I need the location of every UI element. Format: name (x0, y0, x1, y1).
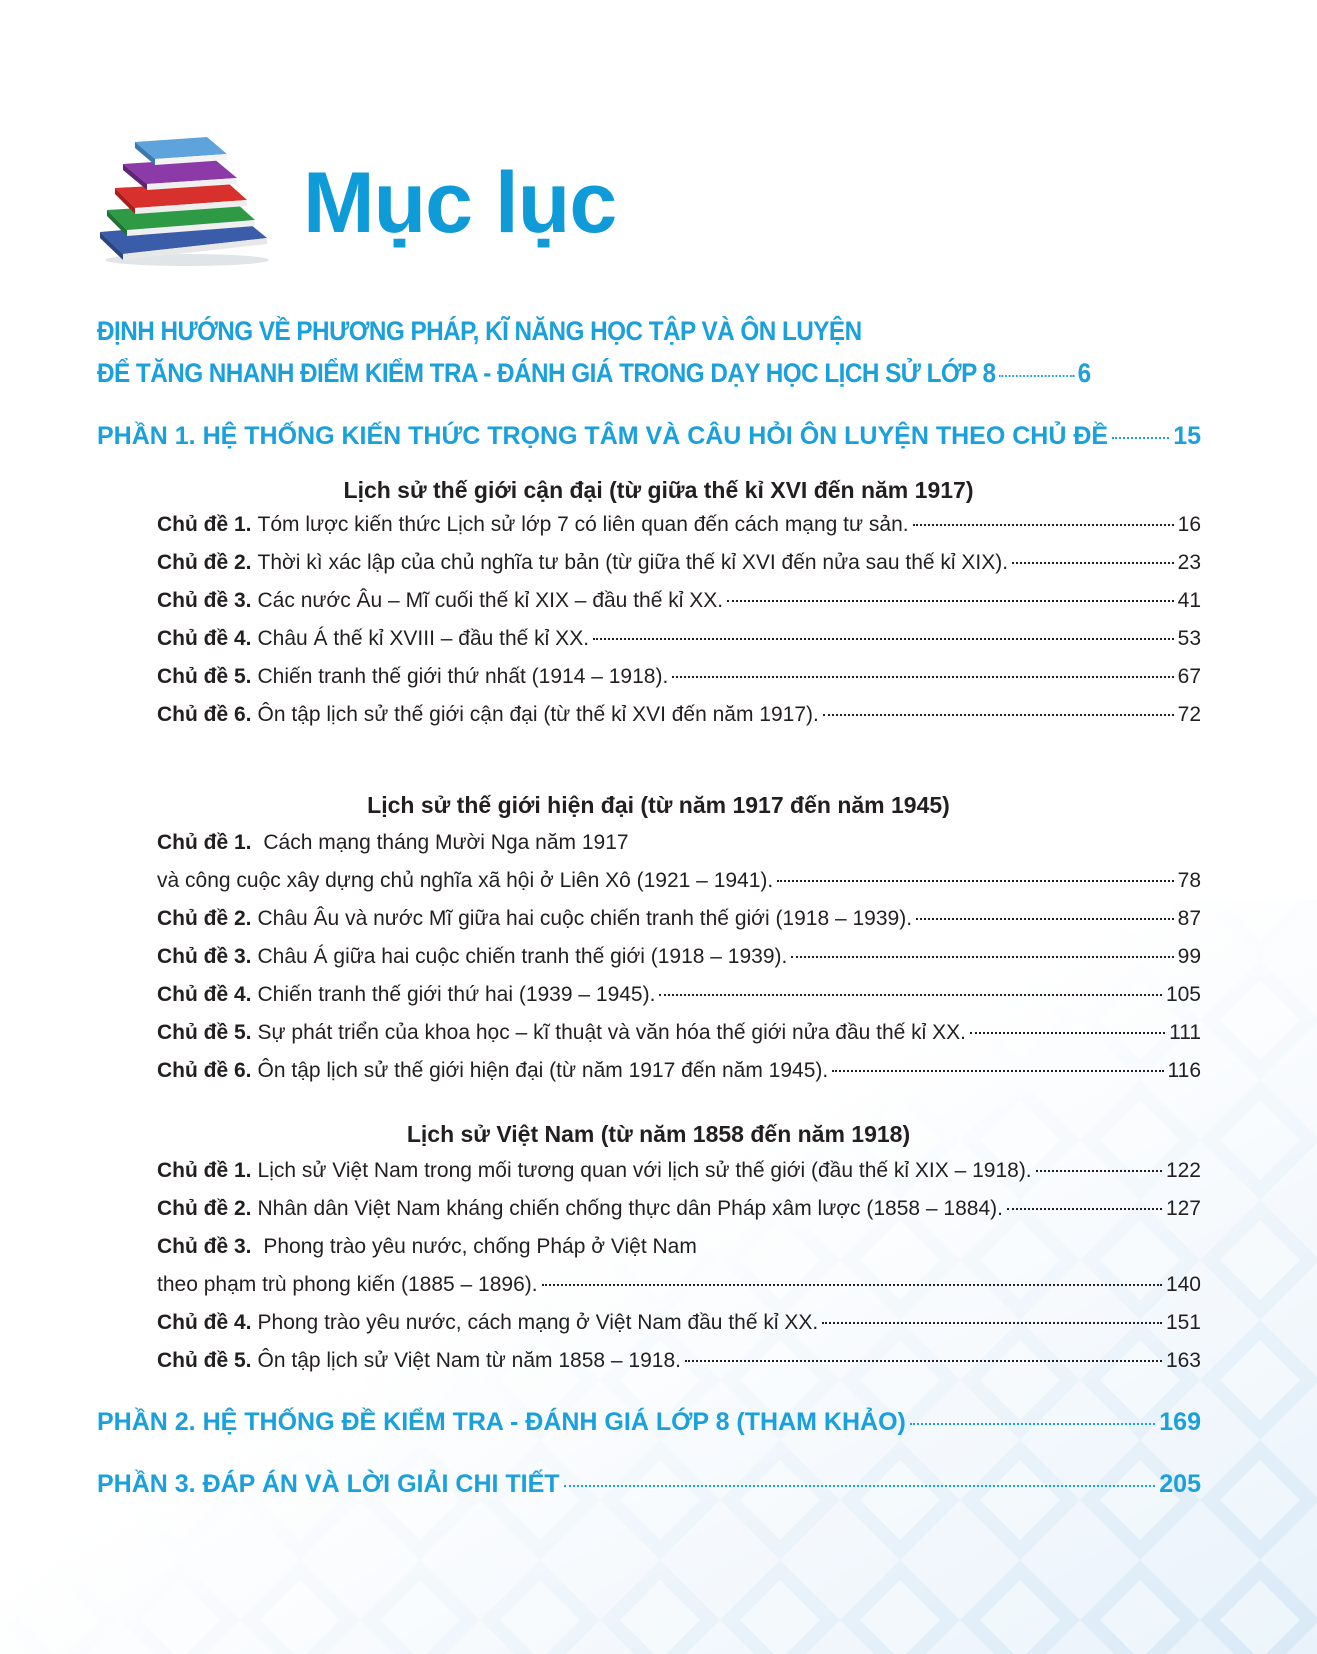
leader-dots (659, 994, 1162, 996)
leader-dots (777, 880, 1173, 882)
toc-entry-s2-3[interactable] (157, 945, 1201, 969)
leader-dots (791, 956, 1173, 958)
leader-dots (685, 1360, 1162, 1362)
topic-title-continued: và công cuộc xây dựng chủ nghĩa xã hội ở Liên Xô (1921 – 1941). (157, 869, 774, 892)
topic-title: Tóm lược kiến thức Lịch sử lớp 7 có liên quan đến cách mạng tư sản. (257, 513, 909, 536)
topic-page-number: 151 (1165, 1311, 1201, 1334)
orientation-page-number: 6 (1077, 358, 1091, 388)
topic-label: Chủ đề 1. (157, 513, 252, 536)
page-title: Mục lục (303, 155, 617, 251)
toc-entry-s2-1-line-2[interactable] (157, 869, 1201, 893)
leader-dots (1036, 1170, 1162, 1172)
topic-title: Ôn tập lịch sử Việt Nam từ năm 1858 – 1918. (257, 1349, 681, 1372)
leader-dots (727, 600, 1174, 602)
leader-dots (564, 1485, 1156, 1487)
topic-page-number: 163 (1165, 1349, 1201, 1372)
topic-label: Chủ đề 5. (157, 1349, 252, 1372)
leader-dots (593, 638, 1174, 640)
topic-title: Sự phát triển của khoa học – kĩ thuật và văn hóa thế giới nửa đầu thế kỉ XX. (257, 1021, 967, 1044)
topic-page-number: 105 (1165, 983, 1201, 1006)
topic-title: Lịch sử Việt Nam trong mối tương quan với lịch sử thế giới (đầu thế kỉ XIX – 1918). (257, 1159, 1032, 1182)
topic-title: Châu Á thế kỉ XVIII – đầu thế kỉ XX. (257, 627, 590, 650)
toc-entry-s2-4[interactable] (157, 983, 1201, 1007)
toc-entry-s1-3[interactable] (157, 589, 1201, 613)
topic-page-number: 127 (1165, 1197, 1201, 1220)
topic-label: Chủ đề 3. (157, 945, 252, 968)
part-2-title: PHẦN 2. HỆ THỐNG ĐỀ KIỂM TRA - ĐÁNH GIÁ LỚP 8 (THAM KHẢO) (97, 1408, 906, 1436)
toc-part-3[interactable] (97, 1470, 1201, 1499)
toc-entry-s3-5[interactable] (157, 1349, 1201, 1373)
toc-entry-s3-2[interactable] (157, 1197, 1201, 1221)
toc-part-2[interactable] (97, 1408, 1201, 1437)
topic-page-number: 87 (1177, 907, 1201, 930)
topic-label: Chủ đề 4. (157, 627, 252, 650)
part-2-page-number: 169 (1159, 1408, 1201, 1436)
topic-label: Chủ đề 2. (157, 551, 252, 574)
leader-dots (823, 714, 1174, 716)
leader-dots (1012, 562, 1174, 564)
topic-page-number: 78 (1177, 869, 1201, 892)
topic-title: Châu Âu và nước Mĩ giữa hai cuộc chiến tranh thế giới (1918 – 1939). (257, 907, 913, 930)
topic-title: Ôn tập lịch sử thế giới hiện đại (từ năm 1917 đến năm 1945). (257, 1059, 829, 1082)
toc-entry-s1-2[interactable] (157, 551, 1201, 575)
topic-page-number: 122 (1165, 1159, 1201, 1182)
toc-entry-s1-4[interactable] (157, 627, 1201, 651)
toc-entry-s1-5[interactable] (157, 665, 1201, 689)
toc-entry-s3-3-line-1[interactable] (157, 1235, 1201, 1259)
stack-of-books-icon (95, 132, 275, 267)
topic-title: Cách mạng tháng Mười Nga năm 1917 (263, 831, 629, 854)
toc-entry-s1-1[interactable] (157, 513, 1201, 537)
section-heading-vietnam: Lịch sử Việt Nam (từ năm 1858 đến năm 1918) (406, 1121, 911, 1147)
leader-dots (542, 1284, 1162, 1286)
topic-title: Phong trào yêu nước, chống Pháp ở Việt Nam (263, 1235, 697, 1258)
orientation-line-2 (97, 352, 1091, 394)
toc-entry-s3-1[interactable] (157, 1159, 1201, 1183)
topic-page-number: 16 (1177, 513, 1201, 536)
topic-page-number: 41 (1177, 589, 1201, 612)
leader-dots (1007, 1208, 1162, 1210)
topic-page-number: 116 (1167, 1059, 1201, 1082)
topic-title: Châu Á giữa hai cuộc chiến tranh thế giới (1918 – 1939). (257, 945, 788, 968)
topic-title: Phong trào yêu nước, cách mạng ở Việt Nam đầu thế kỉ XX. (257, 1311, 819, 1334)
topic-page-number: 53 (1177, 627, 1201, 650)
topic-title: Nhân dân Việt Nam kháng chiến chống thực dân Pháp xâm lược (1858 – 1884). (257, 1197, 1003, 1220)
part-1-title: PHẦN 1. HỆ THỐNG KIẾN THỨC TRỌNG TÂM VÀ CÂU HỎI ÔN LUYỆN THEO CHỦ ĐỀ (97, 422, 1109, 450)
topic-title: Thời kì xác lập của chủ nghĩa tư bản (từ giữa thế kỉ XVI đến nửa sau thế kỉ XIX). (257, 551, 1009, 574)
topic-page-number: 67 (1177, 665, 1201, 688)
toc-entry-s1-6[interactable] (157, 703, 1201, 727)
topic-label: Chủ đề 5. (157, 1021, 252, 1044)
topic-page-number: 140 (1165, 1273, 1201, 1296)
topic-title: Chiến tranh thế giới thứ hai (1939 – 1945). (257, 983, 656, 1006)
part-1-page-number: 15 (1173, 422, 1201, 450)
topic-label: Chủ đề 6. (157, 1059, 252, 1082)
leader-dots (970, 1032, 1165, 1034)
topic-label: Chủ đề 2. (157, 907, 252, 930)
section-heading-modern-world: Lịch sử thế giới cận đại (từ giữa thế kỉ XVI đến năm 1917) (343, 477, 974, 503)
topic-label: Chủ đề 1. (157, 1159, 252, 1182)
orientation-heading[interactable] (97, 310, 1201, 394)
leader-dots (913, 524, 1174, 526)
toc-entry-s2-5[interactable] (157, 1021, 1201, 1045)
toc-entry-s3-3-line-2[interactable] (157, 1273, 1201, 1297)
leader-dots (1112, 437, 1169, 439)
topic-label: Chủ đề 3. (157, 589, 252, 612)
topic-label: Chủ đề 4. (157, 1311, 252, 1334)
topic-label: Chủ đề 3. (157, 1235, 252, 1258)
part-3-page-number: 205 (1159, 1470, 1201, 1498)
topic-page-number: 72 (1177, 703, 1201, 726)
toc-part-1[interactable] (97, 422, 1201, 451)
toc-entry-s2-6[interactable] (157, 1059, 1201, 1083)
section-heading-contemporary-world: Lịch sử thế giới hiện đại (từ năm 1917 đến năm 1945) (367, 792, 950, 818)
orientation-line-1: ĐỊNH HƯỚNG VỀ PHƯƠNG PHÁP, KĨ NĂNG HỌC TẬP VÀ ÔN LUYỆN (97, 316, 862, 346)
topic-title: Các nước Âu – Mĩ cuối thế kỉ XIX – đầu thế kỉ XX. (257, 589, 724, 612)
topic-page-number: 99 (1177, 945, 1201, 968)
leader-dots (832, 1070, 1163, 1072)
toc-entry-s2-2[interactable] (157, 907, 1201, 931)
leader-dots (672, 676, 1173, 678)
topic-label: Chủ đề 2. (157, 1197, 252, 1220)
topic-label: Chủ đề 4. (157, 983, 252, 1006)
topic-page-number: 23 (1177, 551, 1201, 574)
topic-label: Chủ đề 5. (157, 665, 252, 688)
toc-entry-s3-4[interactable] (157, 1311, 1201, 1335)
topic-title: Chiến tranh thế giới thứ nhất (1914 – 1918). (257, 665, 669, 688)
orientation-line-2-text: ĐỂ TĂNG NHANH ĐIỂM KIỂM TRA - ĐÁNH GIÁ TRONG DẠY HỌC LỊCH SỬ LỚP 8 (97, 358, 996, 388)
topic-label: Chủ đề 1. (157, 831, 252, 854)
leader-dots (916, 918, 1174, 920)
toc-entry-s2-1-line-1[interactable] (157, 831, 1201, 855)
topic-title-continued: theo phạm trù phong kiến (1885 – 1896). (157, 1273, 538, 1296)
leader-dots (822, 1322, 1162, 1324)
topic-label: Chủ đề 6. (157, 703, 252, 726)
topic-title: Ôn tập lịch sử thế giới cận đại (từ thế kỉ XVI đến năm 1917). (257, 703, 819, 726)
leader-dots (999, 375, 1074, 377)
part-3-title: PHẦN 3. ĐÁP ÁN VÀ LỜI GIẢI CHI TIẾT (97, 1470, 560, 1498)
leader-dots (910, 1423, 1155, 1425)
topic-page-number: 111 (1169, 1021, 1201, 1044)
